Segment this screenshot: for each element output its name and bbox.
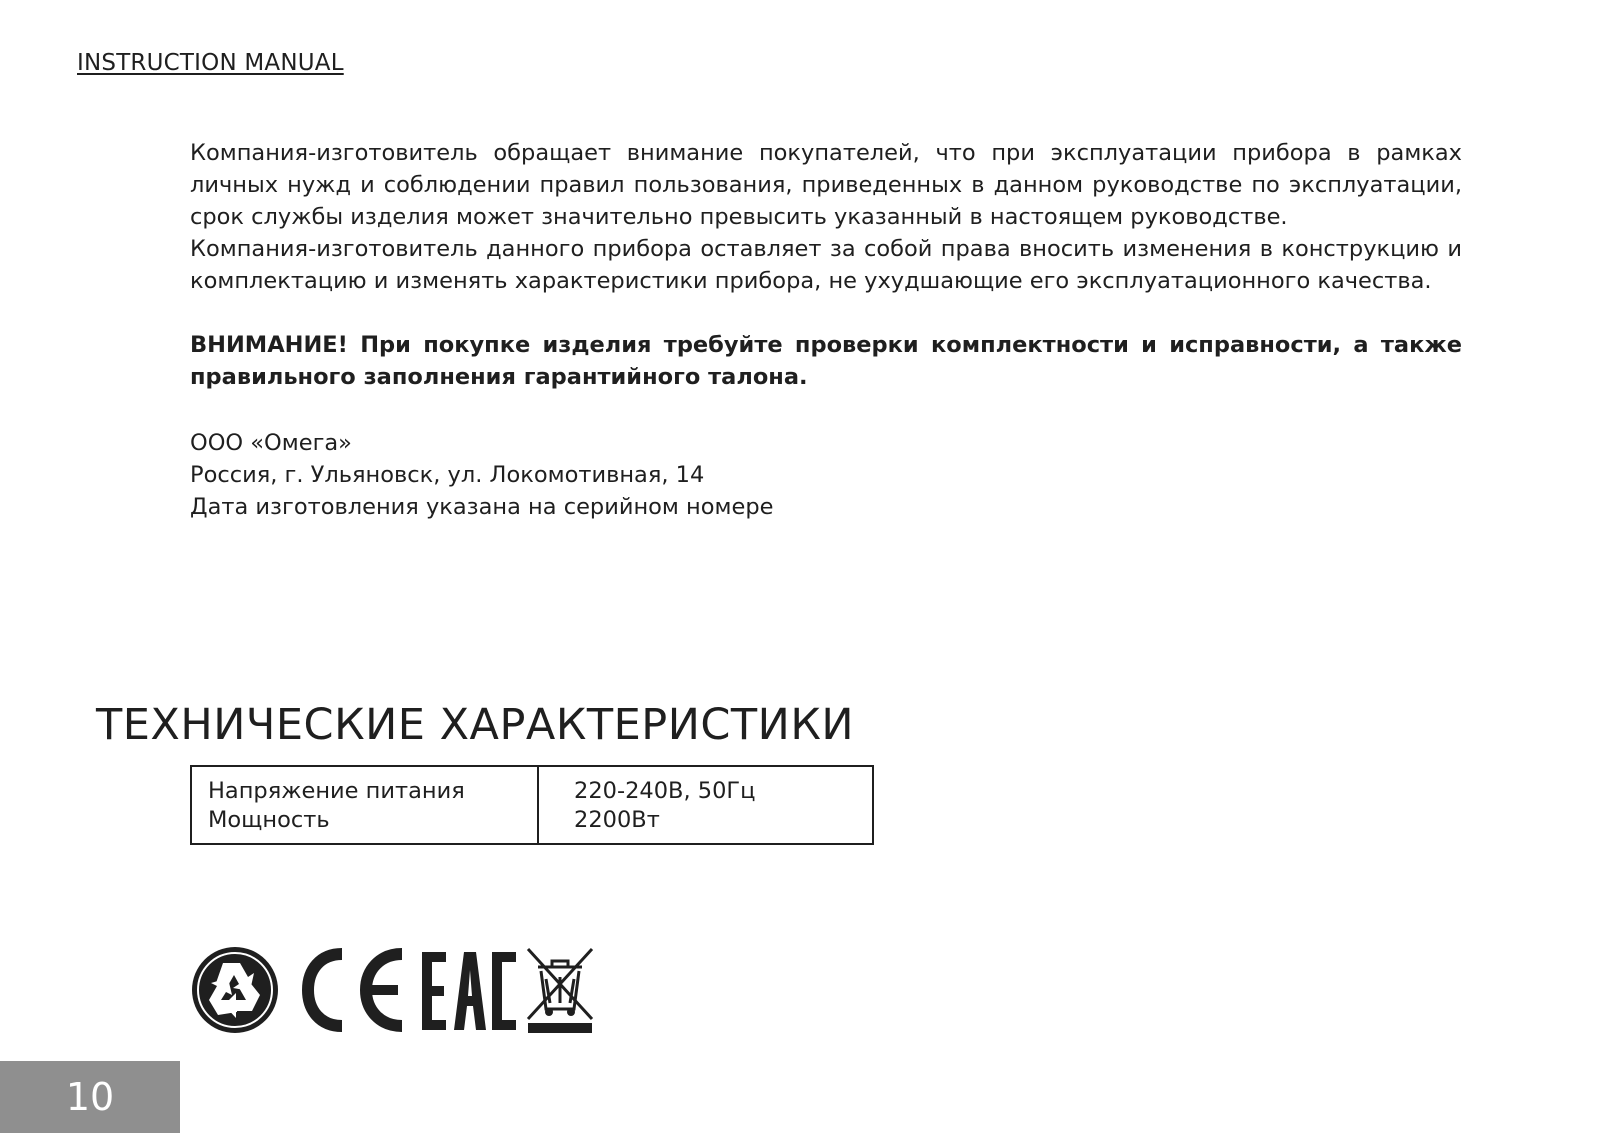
spec-labels-column [192, 767, 539, 843]
intro-paragraph-2: Компания-изготовитель данного прибора оставляет за собой права вносить изменения в конструкцию и комплектацию и изменять характеристики прибора, не ухудшающие его эксплуатационного качества. [190, 236, 1462, 294]
company-info [190, 427, 773, 523]
spec-table [190, 765, 874, 845]
page-number-box [0, 1061, 180, 1133]
certification-logos [190, 945, 598, 1035]
ce-mark-icon [302, 948, 408, 1032]
manufacture-date-note: Дата изготовления указана на серийном номере [190, 494, 774, 520]
spec-label-power: Мощность [208, 807, 330, 833]
eac-mark-icon [422, 948, 518, 1032]
spec-label-voltage: Напряжение питания [208, 778, 465, 804]
company-address: Россия, г. Ульяновск, ул. Локомотивная, 14 [190, 462, 705, 488]
warning-text: ВНИМАНИЕ! При покупке изделия требуйте проверки комплектности и исправности, а также правильного заполнения гарантийного талона. [190, 332, 1462, 390]
manual-header: INSTRUCTION MANUAL [77, 50, 344, 76]
spec-value-power: 2200Вт [574, 807, 660, 833]
intro-text [190, 137, 1462, 297]
intro-paragraph-1: Компания-изготовитель обращает внимание покупателей, что при эксплуатации прибора в рамках личных нужд и соблюдении правил пользования, приведенных в данном руководстве по эксплуатации, срок службы изделия может значительно превысить указанный в настоящем руководстве. [190, 140, 1462, 230]
tech-specs-heading: ТЕХНИЧЕСКИЕ ХАРАКТЕРИСТИКИ [96, 700, 855, 750]
company-name: ООО «Омега» [190, 430, 352, 456]
spec-values-column [539, 767, 872, 843]
page-number: 10 [65, 1075, 115, 1119]
recycle-icon [190, 945, 280, 1035]
weee-crossed-bin-icon [522, 945, 598, 1035]
spec-value-voltage: 220-240В, 50Гц [574, 778, 756, 804]
